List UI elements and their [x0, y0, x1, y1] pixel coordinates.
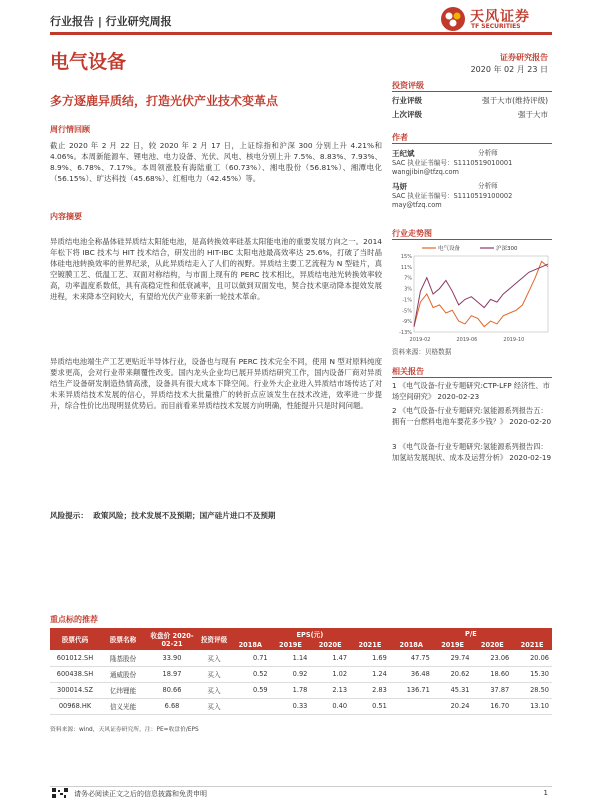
cell: 亿纬锂能 [100, 682, 146, 698]
legend-label: 电气设备 [438, 246, 461, 252]
year-header: 2021E [350, 639, 390, 650]
related-heading: 相关报告 [392, 367, 424, 376]
y-tick-label: 7% [404, 275, 412, 282]
industry-rating-label: 行业评级 [392, 96, 422, 105]
cell: 20.24 [433, 698, 473, 714]
x-tick-label: 2019-02 [409, 337, 431, 343]
logo-mark-icon [440, 6, 466, 32]
risk-warning [50, 510, 276, 521]
cell: 买入 [198, 650, 230, 666]
page-number: 1 [543, 789, 548, 797]
cell: 29.74 [433, 650, 473, 666]
table-row [50, 650, 552, 666]
related-rule [392, 377, 552, 378]
logo-en: TF SECURITIES [471, 23, 521, 30]
table-row [50, 682, 552, 698]
breadcrumb: 行业报告 | 行业研究周报 [50, 15, 172, 28]
sector-title: 电气设备 [50, 51, 127, 73]
author-role: 分析师 [478, 182, 498, 190]
year-header: 2018A [230, 639, 271, 650]
author-email[interactable]: wangjibin@tfzq.com [392, 168, 459, 176]
cell: 1.14 [271, 650, 311, 666]
y-tick-label: 11% [400, 264, 412, 271]
cell: 通威股份 [100, 666, 146, 682]
cell: 16.70 [473, 698, 513, 714]
cell: 18.97 [146, 666, 198, 682]
company-logo [440, 6, 550, 32]
authors-rule [392, 143, 552, 144]
cell: 6.68 [146, 698, 198, 714]
cell: 15.30 [512, 666, 552, 682]
col-header: 投资评级 [198, 628, 230, 650]
cell: 80.66 [146, 682, 198, 698]
related-report-2[interactable]: 2 《电气设备-行业专题研究:氢能源系列报告五：拥有一台燃料电池车要花多少钱？》 2020-02-20 [392, 406, 552, 426]
cell: 0.40 [310, 698, 350, 714]
cell: 28.50 [512, 682, 552, 698]
cell [230, 698, 271, 714]
y-tick-label: 15% [400, 254, 412, 260]
cell: 300014.SZ [50, 682, 100, 698]
table-row [50, 698, 552, 714]
year-header: 2018A [390, 639, 433, 650]
logo-cn: 天风证券 [470, 9, 530, 25]
report-date: 2020 年 02 月 23 日 [470, 65, 548, 74]
series-line [414, 261, 548, 326]
cell: 20.62 [433, 666, 473, 682]
stock-table-heading: 重点标的推荐 [50, 615, 98, 624]
trend-rule [392, 239, 552, 240]
cell: 1.24 [350, 666, 390, 682]
author-email[interactable]: may@tfzq.com [392, 201, 442, 209]
cell: 0.33 [271, 698, 311, 714]
cell: 买入 [198, 698, 230, 714]
related-report-3[interactable]: 3 《电气设备-行业专题研究:氢能源系列报告四：加氢站发展现状、成本及运营分析》 2020-02-19 [392, 442, 552, 462]
related-report-1[interactable]: 1 《电气设备-行业专题研究:CTP-LFP 经济性、市场空间研究》 2020-02-23 [392, 381, 550, 401]
author-sac: SAC 执业证书编号：S1110519100002 [392, 192, 513, 200]
cell: 2.13 [310, 682, 350, 698]
legend-label: 沪深300 [496, 246, 518, 252]
risk-label: 风险提示： [50, 511, 88, 520]
cell: 0.92 [271, 666, 311, 682]
report-title: 多方逐鹿异质结，打造光伏产业技术变革点 [50, 94, 279, 108]
cell: 0.51 [350, 698, 390, 714]
year-header: 2021E [512, 639, 552, 650]
cell: 33.90 [146, 650, 198, 666]
rating-heading: 投资评级 [392, 81, 424, 90]
author-role: 分析师 [478, 149, 498, 157]
risk-text: 政策风险；技术发展不及预期；国产硅片进口不及预期 [93, 511, 276, 520]
summary-para-1: 异质结电池全称晶体硅异质结太阳能电池，是高转换效率硅基太阳能电池的重要发展方向之一。2014 年松下将 IBC 技术与 HIT 技术结合，研发出的 HIT-IBC 太阳电池最高效率达 25.6%，打破了当时晶体硅电池转换效率的世界纪录，从此异质结走入了人们的视野。异质结主要工艺流程为 N 型硅片，真空镀膜工艺、低温工艺、双面对称结构，与市面上现有的 PERC 技术相比，异质结电池光转换效率较高，功率温度系数低，具有高稳定性和低衰减率，且可以做到双面发电，契合技术驱动降本提效发展进程，未来降本空间较大，有望给光伏产业带来新一轮技术革命。 [50, 237, 382, 301]
author-name: 王纪斌 [392, 149, 415, 158]
cell: 13.10 [512, 698, 552, 714]
footer-disclaimer[interactable]: 请务必阅读正文之后的信息披露和免责申明 [74, 790, 207, 798]
summary-heading: 内容摘要 [50, 212, 82, 221]
cell: 18.60 [473, 666, 513, 682]
col-header: EPS(元) [230, 628, 390, 639]
cell: 20.06 [512, 650, 552, 666]
cell: 信义光能 [100, 698, 146, 714]
cell [390, 698, 433, 714]
prev-rating-value: 强于大市 [518, 110, 548, 119]
rating-rule [392, 91, 552, 92]
cell: 23.06 [473, 650, 513, 666]
y-tick-label: -1% [402, 297, 412, 304]
cell: 45.31 [433, 682, 473, 698]
cell: 0.52 [230, 666, 271, 682]
cell: 37.87 [473, 682, 513, 698]
cell: 买入 [198, 682, 230, 698]
x-tick-label: 2019-10 [503, 337, 525, 343]
year-header: 2019E [433, 639, 473, 650]
year-header: 2020E [310, 639, 350, 650]
col-header: 股票名称 [100, 628, 146, 650]
cell: 2.83 [350, 682, 390, 698]
stock-table [50, 628, 552, 715]
author-sac: SAC 执业证书编号：S1110519010001 [392, 159, 513, 167]
cell: 47.75 [390, 650, 433, 666]
cell: 1.47 [310, 650, 350, 666]
author-name: 马妍 [392, 182, 407, 191]
x-tick-label: 2019-06 [456, 337, 478, 343]
authors-heading: 作者 [392, 133, 408, 142]
year-header: 2020E [473, 639, 513, 650]
cell: 0.59 [230, 682, 271, 698]
cell: 00968.HK [50, 698, 100, 714]
cell: 买入 [198, 666, 230, 682]
table-note: 资料来源：wind，天风证券研究所，注：PE=收盘价/EPS [50, 727, 199, 733]
trend-heading: 行业走势图 [392, 229, 432, 238]
table-row [50, 666, 552, 682]
cell: 1.69 [350, 650, 390, 666]
report-type: 证券研究报告 [500, 53, 548, 62]
industry-rating-value: 强于大市(维持评级) [482, 96, 548, 105]
qr-code-icon [52, 788, 68, 798]
cell: 0.71 [230, 650, 271, 666]
cell: 601012.SH [50, 650, 100, 666]
cell: 600438.SH [50, 666, 100, 682]
header-rule [50, 32, 552, 35]
y-tick-label: -5% [402, 308, 412, 315]
cell: 136.71 [390, 682, 433, 698]
cell: 36.48 [390, 666, 433, 682]
series-line [414, 264, 548, 327]
y-tick-label: 3% [404, 286, 412, 293]
y-tick-label: -9% [402, 319, 412, 326]
weekly-heading: 周行情回顾 [50, 125, 90, 134]
col-header: P/E [390, 628, 552, 639]
industry-trend-chart [392, 242, 552, 346]
col-header: 股票代码 [50, 628, 100, 650]
y-tick-label: -13% [399, 330, 412, 336]
cell: 隆基股份 [100, 650, 146, 666]
summary-para-2: 异质结电池端生产工艺更贴近半导体行业，设备也与现有 PERC 技术完全不同，使用 N 型对原料纯度要求更高，会对行业带来颠覆性改变。国内龙头企业均已展开异质结研究工作，国内设备厂商对异质结生产设备研发制造热情高涨，设备具有很大成本下降空间。行业外大企业进入异质结市场传达了对未来异质结技术发展的信心，异质结技术大批量推广的转折点应该发生在技术改进，效率进一步提升，综合性价比出现明显优势后。而目前看来异质结技术发展方向明确，性能提升只是时间问题。 [50, 357, 382, 410]
footer-rule [50, 786, 552, 787]
prev-rating-label: 上次评级 [392, 110, 422, 119]
chart-source: 资料来源：贝格数据 [392, 348, 452, 356]
year-header: 2019E [271, 639, 311, 650]
cell: 1.02 [310, 666, 350, 682]
cell: 1.78 [271, 682, 311, 698]
col-header: 收盘价 2020-02-21 [146, 628, 198, 650]
weekly-text: 截止 2020 年 2 月 22 日，较 2020 年 2 月 17 日，上证综指和沪深 300 分别上升 4.21%和 4.06%。本周新能源车、锂电池、电力设备、光伏、风电、核电分别上升 7.5%、8.83%、7.93%、8.9%、6.78%、7.17%。本周领涨股有海陆重工（60.73%）、湘电股份（56.81%）、湘潭电化（56.15%）、旷达科技（45.68%）、红相电力（42.45%）等。 [50, 141, 382, 183]
